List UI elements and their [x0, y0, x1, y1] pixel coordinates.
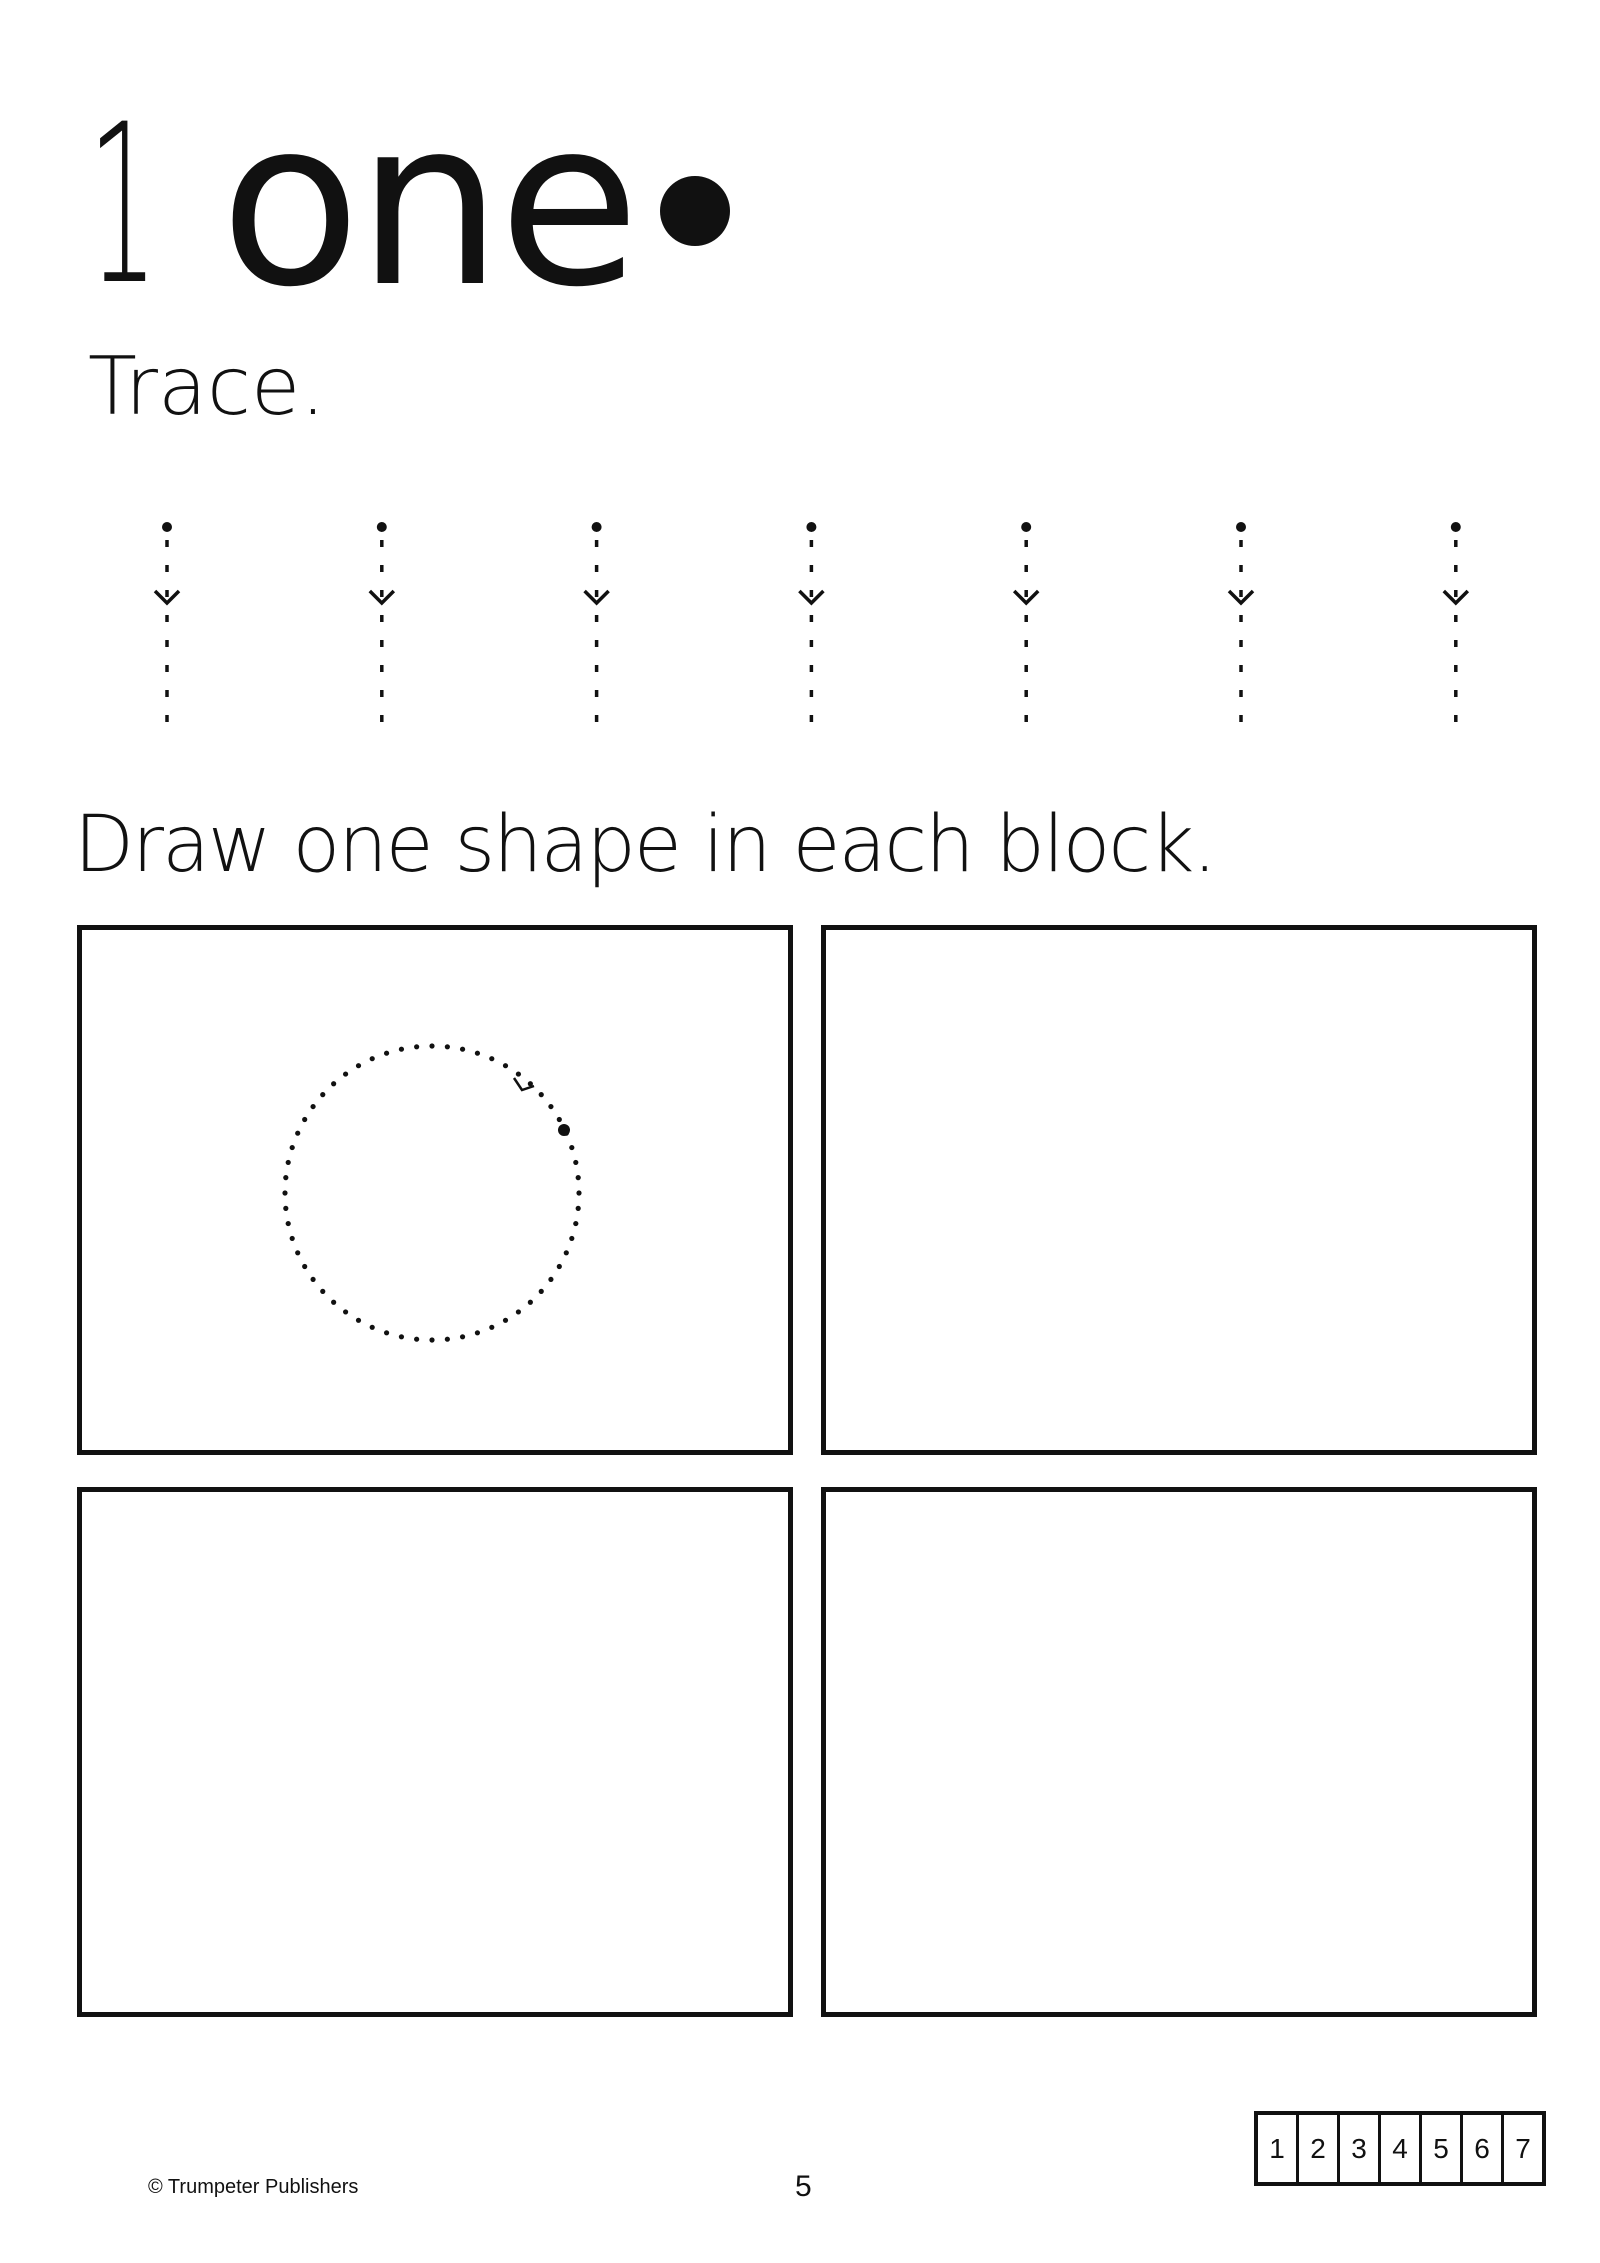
trace-line[interactable] [1444, 522, 1468, 725]
trace-line[interactable] [799, 522, 823, 725]
copyright: © Trumpeter Publishers [148, 2176, 359, 2198]
dotted-circle-example [82, 930, 788, 1450]
trace-line[interactable] [1229, 522, 1253, 725]
strip-cell: 5 [1422, 2115, 1463, 2182]
strip-cell: 1 [1258, 2115, 1299, 2182]
trace-lines [0, 0, 1600, 760]
drawing-block-3[interactable] [77, 1487, 793, 2017]
trace-instruction: Trace. [88, 340, 326, 433]
strip-cell: 3 [1340, 2115, 1381, 2182]
drawing-block-2[interactable] [821, 925, 1537, 1455]
strip-cell: 2 [1299, 2115, 1340, 2182]
trace-line[interactable] [370, 522, 394, 725]
draw-instruction: Draw one shape in each block. [74, 800, 1216, 890]
strip-cell: 4 [1381, 2115, 1422, 2182]
strip-cell: 7 [1515, 2132, 1531, 2164]
drawing-block-1[interactable] [77, 925, 793, 1455]
trace-line[interactable] [585, 522, 609, 725]
page-number: 5 [795, 2170, 812, 2203]
trace-line[interactable] [1014, 522, 1038, 725]
number-strip [1254, 2111, 1546, 2186]
number-word: one [220, 71, 636, 338]
trace-line[interactable] [155, 522, 179, 725]
strip-cell: 6 [1463, 2115, 1504, 2182]
drawing-block-4[interactable] [821, 1487, 1537, 2017]
numeral: 1 [88, 77, 158, 333]
